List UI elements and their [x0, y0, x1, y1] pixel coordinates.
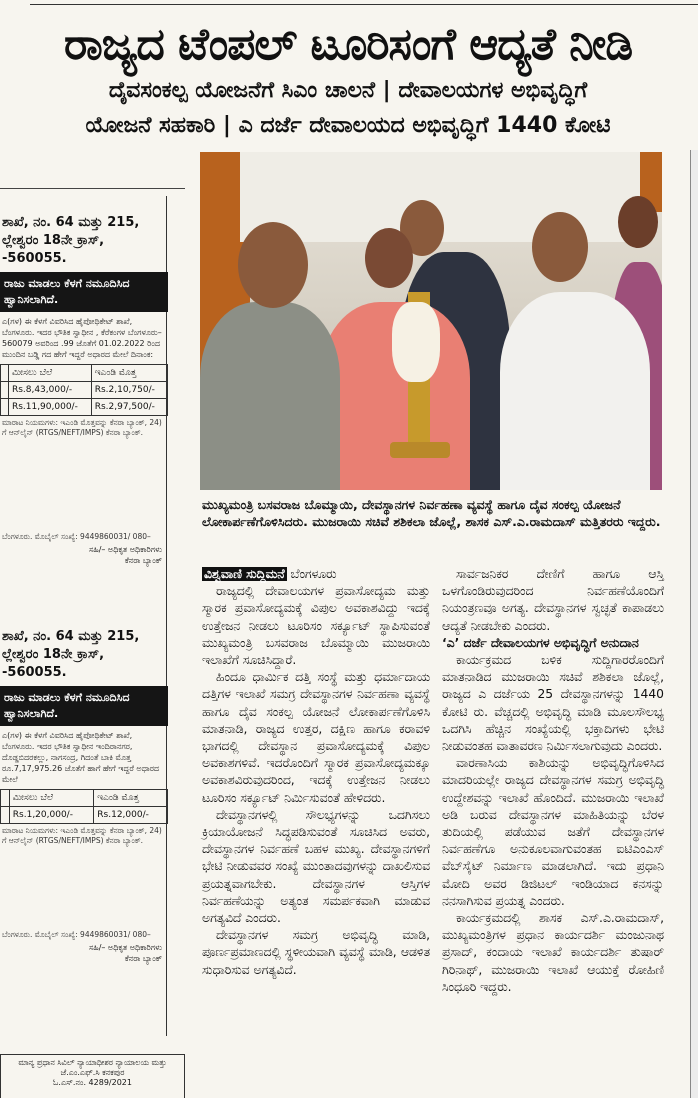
notice-spacer: [0, 440, 168, 530]
address-line: -560055.: [2, 251, 67, 266]
table-cell: [1, 790, 10, 807]
table-row: [1, 399, 168, 416]
banner-line: ಹ್ವಾನಿಸಲಾಗಿದೆ.: [4, 293, 59, 306]
court-line: ಓ.ಎಸ್.ನಂ. 4289/2021: [53, 1078, 132, 1087]
photo-person: [200, 302, 340, 490]
garland-icon: [392, 302, 440, 382]
signature-line: ಸಹಿ/– ಅಧಿಕೃತ ಅಧಿಕಾರಿಗಳು: [88, 943, 162, 952]
table-cell: ಇಎಂಡಿ ಮೊತ್ತ: [91, 365, 167, 382]
article-paragraph: ದೇವಸ್ಥಾನಗಳ ಸಮಗ್ರ ಅಭಿವೃದ್ಧಿ ಮಾಡಿ, ಪೂರ್ಣಪ್ರಮಾಣದಲ್ಲಿ ಸ್ಥಳೀಯವಾಗಿ ವ್ಯವಸ್ಥೆ ಮಾಡಿ, ಆಡಳಿತ ಸುಧಾರಿಸುವ ಅಗತ್ಯವಿದೆ.: [202, 928, 430, 977]
table-cell: ಮೀಸಲು ಬೆಲೆ: [9, 790, 94, 807]
address-line: ಶಾಖೆ, ನಂ. 64 ಮತ್ತು 215,: [2, 629, 140, 644]
photo-person-head: [365, 228, 413, 288]
notice-terms: ಮಾರಾಟ ನಿಯಮಗಳು: ಇಎಂಡಿ ಮೊತ್ತವನ್ನು ಕೆನರಾ ಬ್ಯಾಂಕ್, 24) ಗೆ ಆನ್‌ಲೈನ್ (RTGS/NEFT/IMPS) ಕೆನರಾ ಬ್ಯಾಂಕ್.: [2, 826, 162, 845]
notice-table: [0, 364, 168, 416]
court-line: ಮಾನ್ಯ ಪ್ರಧಾನ ಸಿವಿಲ್ ನ್ಯಾಯಾಧೀಶರ ನ್ಯಾಯಾಲಯ ಮತ್ತು: [18, 1058, 167, 1067]
notice-address: [0, 628, 168, 682]
notice-table: [0, 789, 168, 824]
subheadline-line-1: ದೈವಸಂಕಲ್ಪ ಯೋಜನೆಗೆ ಸಿಎಂ ಚಾಲನೆ | ದೇವಾಲಯಗಳ ಅಭಿವೃದ್ಧಿಗೆ: [108, 78, 588, 103]
table-cell: [1, 382, 9, 399]
banner-line: ರಾಜು ಮಾಡಲು ಕೆಳಗೆ ನಮೂದಿಸಿದ: [4, 691, 130, 704]
section-divider: [0, 188, 185, 189]
photo-person: [500, 292, 650, 490]
address-line: ಲ್ಲೇಶ್ವರಂ 18ನೇ ಕ್ರಾಸ್,: [2, 233, 105, 248]
table-cell: Rs.2,10,750/-: [91, 382, 167, 399]
notice-banner: [0, 686, 168, 726]
left-notices-column: [0, 196, 185, 1098]
article-subhead: ‘ಎ’ ದರ್ಜೆ ದೇವಾಲಯಗಳ ಅಭಿವೃದ್ಧಿಗೆ ಅನುದಾನ: [442, 635, 639, 650]
photo-person-head: [618, 196, 658, 248]
table-cell: [1, 807, 10, 824]
signature-line: ಕೆನರಾ ಬ್ಯಾಂಕ್: [124, 954, 162, 963]
notice-paragraph: ಎ(ಗಳ) ಈ ಕೆಳಗೆ ವಿವರಿಸಿದ ಹೈಪೋಥಿಕೇಟ್ ಶಾಖೆ, ಬೆಂಗಳೂರು. ಇದರ ಭೌತಿಕ ಸ್ವಾಧೀನ , ಕೆರೆಕಂಗಳ ಬೆಂಗಳೂರು–560079 ಅವರಿಂದ .99 ಜೊತೆಗೆ 01.02.2022 ರಿಂದ ಮುಂದಿನ ಬಡ್ಡಿ ಗದ ಹೇಗೆ ಇದ್ದರೆ ಅಧಾರದ ಮೇಲೆ ದಿನಾಂಕ:: [2, 317, 162, 359]
notice-address: [0, 214, 168, 268]
dateline-place: ಬೆಂಗಳೂರು: [290, 567, 337, 581]
table-cell: Rs.12,000/-: [94, 807, 168, 824]
article-paragraph: ಕಾರ್ಯಕ್ರಮದಲ್ಲಿ ಶಾಸಕ ಎಸ್.ಎ.ರಾಮದಾಸ್, ಮುಖ್ಯಮಂತ್ರಿಗಳ ಪ್ರಧಾನ ಕಾರ್ಯದರ್ಶಿ ಮಂಜುನಾಥ ಪ್ರಸಾದ್, ಕಂದಾಯ ಇಲಾಖೆ ಕಾರ್ಯದರ್ಶಿ ತುಷಾರ್ ಗಿರಿನಾಥ್, ಮುಜರಾಯಿ ಇಲಾಖೆ ಆಯುಕ್ತೆ ರೋಹಿಣಿ ಸಿಂಧೂರಿ ಇದ್ದರು.: [442, 911, 664, 994]
photo-person-head: [532, 212, 588, 282]
article-paragraph: ವಾರಣಾಸಿಯ ಕಾಶಿಯನ್ನು ಅಭಿವೃದ್ಧಿಗೊಳಿಸಿದ ಮಾದರಿಯಲ್ಲೇ ರಾಜ್ಯದ ದೇವಸ್ಥಾನಗಳ ಸಮಗ್ರ ಅಭಿವೃದ್ಧಿ ಉದ್ದೇಶವನ್ನು ಇಲಾಖೆ ಹೊಂದಿದೆ. ಮುಜರಾಯಿ ಇಲಾಖೆ ಅಡಿ ಬರುವ ದೇವಸ್ಥಾನಗಳ ಮಾಹಿತಿಯನ್ನು ಬೆರಳ ತುದಿಯಲ್ಲಿ ಪಡೆಯುವ ಜತೆಗೆ ದೇವಸ್ಥಾನಗಳ ನಿರ್ವಹಣೆಗೂ ಅನುಕೂಲವಾಗುವಂತಹ ಐಟಿಎಂಎಸ್ ವೆಬ್‌ಸೈಟ್ ನಿರ್ಮಾಣ ಮಾಡಲಾಗಿದೆ. ಇದು ಪ್ರಧಾನಿ ಮೋದಿ ಅವರ ಡಿಜಿಟಲ್ ಇಂಡಿಯಾದ ಕನಸನ್ನು ನನಸಾಗಿಸುವ ಪ್ರಯತ್ನ ಎಂದರು.: [442, 756, 664, 908]
notice-contact: ಬೆಂಗಳೂರು. ಮೊಬೈಲ್ ಸಂಖ್ಯೆ: 9449860031/ 080–: [2, 532, 151, 541]
banner-line: ರಾಜು ಮಾಡಲು ಕೆಳಗೆ ನಮೂದಿಸಿದ: [4, 277, 130, 290]
article-paragraph: ಹಿಂದೂ ಧಾರ್ಮಿಕ ದತ್ತಿ ಸಂಸ್ಥೆ ಮತ್ತು ಧರ್ಮಾದಾಯ ದತ್ತಿಗಳ ಇಲಾಖೆ ಸಮಗ್ರ ದೇವಸ್ಥಾನಗಳ ನಿರ್ವಹಣಾ ವ್ಯವಸ್ಥೆ ಹಾಗೂ ದೈವ ಸಂಕಲ್ಪ ಯೋಜನೆ ಲೋಕಾರ್ಪಣೆಗೊಳಿಸಿ ಮಾತನಾಡಿ, ರಾಜ್ಯದ ಉತ್ತರ, ದಕ್ಷಿಣ ಹಾಗೂ ಕರಾವಳಿ ಭಾಗದಲ್ಲಿ ದೇವಸ್ಥಾನ ಪ್ರವಾಸೋದ್ಯಮಕ್ಕೆ ವಿಪುಲ ಅವಕಾಶಗಳಿವೆ. ಇದರೊಂದಿಗೆ ಸ್ಮಾರಕ ಪ್ರವಾಸೋದ್ಯಮಕ್ಕೂ ಅವಕಾಶವಿರುವುದರಿಂದ, ಇದಕ್ಕೆ ಉತ್ತೇಜನ ನೀಡಲು ಟೂರಿಸಂ ಸರ್ಕ್ಯೂಟ್ ನಿರ್ಮಿಸುವಂತೆ ಹೇಳಿದರು.: [202, 670, 430, 805]
notice-spacer: [0, 848, 168, 928]
table-cell: Rs.1,20,000/-: [9, 807, 94, 824]
notice-terms: ಮಾರಾಟ ನಿಯಮಗಳು: ಇಎಂಡಿ ಮೊತ್ತವನ್ನು ಕೆನರಾ ಬ್ಯಾಂಕ್, 24) ಗೆ ಆನ್‌ಲೈನ್ (RTGS/NEFT/IMPS) ಕೆನರಾ ಬ್ಯಾಂಕ್.: [2, 418, 162, 437]
table-cell: ಮೀಸಲು ಬೆಲೆ: [8, 365, 91, 382]
notice: [0, 628, 168, 964]
signature-line: ಕೆನರಾ ಬ್ಯಾಂಕ್: [124, 556, 162, 565]
signature-line: ಸಹಿ/– ಅಧಿಕೃತ ಅಧಿಕಾರಿಗಳು: [88, 545, 162, 554]
photo-caption: ಮುಖ್ಯಮಂತ್ರಿ ಬಸವರಾಜ ಬೊಮ್ಮಾಯಿ, ದೇವಸ್ಥಾನಗಳ ನಿರ್ವಹಣಾ ವ್ಯವಸ್ಥೆ ಹಾಗೂ ದೈವ ಸಂಕಲ್ಪ ಯೋಜನೆ ಲೋಕಾರ್ಪಣೆಗೊಳಿಸಿದರು. ಮುಜರಾಯಿ ಸಚಿವೆ ಶಶಿಕಲಾ ಜೊಲ್ಲೆ, ಶಾಸಕ ಎಸ್.ಎ.ರಾಮದಾಸ್ ಮತ್ತಿತರರು ಇದ್ದರು.: [202, 497, 661, 529]
table-row: [1, 807, 168, 824]
adjacent-page-edge: [690, 150, 698, 1098]
notice-contact: ಬೆಂಗಳೂರು. ಮೊಬೈಲ್ ಸಂಖ್ಯೆ: 9449860031/ 080–: [2, 930, 151, 939]
photo-person-head: [238, 222, 308, 308]
address-line: ಶಾಖೆ, ನಂ. 64 ಮತ್ತು 215,: [2, 215, 140, 230]
article-paragraph: ಕಾರ್ಯಕ್ರಮದ ಬಳಿಕ ಸುದ್ದಿಗಾರರೊಂದಿಗೆ ಮಾತನಾಡಿದ ಮುಜರಾಯಿ ಸಚಿವೆ ಶಶಿಕಲಾ ಜೊಲ್ಲೆ, ರಾಜ್ಯದ ಎ ದರ್ಜೆಯ 25 ದೇವಸ್ಥಾನಗಳನ್ನು 1440 ಕೋಟಿ ರು. ವೆಚ್ಚದಲ್ಲಿ ಅಭಿವೃದ್ಧಿ ಮಾಡಿ ಮೂಲಸೌಲಭ್ಯ ಒದಗಿಸಿ ಹೆಚ್ಚಿನ ಸಂಖ್ಯೆಯಲ್ಲಿ ಭಕ್ತಾದಿಗಳು ಭೇಟಿ ನೀಡುವಂತಹ ವಾತಾವರಣ ನಿರ್ಮಿಸಲಾಗುವುದು ಎಂದರು.: [442, 653, 664, 754]
news-photo: [200, 152, 662, 490]
notice-paragraph: ಎ(ಗಳ) ಈ ಕೆಳಗೆ ವಿವರಿಸಿದ ಹೈಪೋಥಿಕೇಟ್ ಶಾಖೆ, ಬೆಂಗಳೂರು. ಇದರ ಭೌತಿಕ ಸ್ವಾಧೀನ ಇಂದಿರಾನಗರ, ದೊಡ್ಡಬಿದರಕಲ್ಲು, ನಾಗಸಂದ್ರ, ಗಿದಂತೆ ಬಾಕಿ ಮೊತ್ತ ರೂ.7,17,975.26 ಜೊತೆಗೆ ಹಾಗೆ ಹೇಗೆ ಇದ್ದರೆ ಅಧಾರದ ಮೇಲೆ: [2, 731, 160, 784]
article-paragraph: ದೇವಸ್ಥಾನಗಳಲ್ಲಿ ಸೌಲಭ್ಯಗಳನ್ನು ಒದಗಿಸಲು ಕ್ರಿಯಾಯೋಜನೆ ಸಿದ್ಧಪಡಿಸುವಂತೆ ಸೂಚಿಸಿದ ಅವರು, ದೇವಸ್ಥಾನಗಳ ನಿರ್ವಹಣೆ ಬಹಳ ಮುಖ್ಯ. ದೇವಸ್ಥಾನಗಳಿಗೆ ಭೇಟಿ ನೀಡುವವರ ಸಂಖ್ಯೆ ಮುಂತಾದವುಗಳನ್ನು ದಾಖಲಿಸುವ ಪ್ರಯತ್ನವಾಗಬೇಕು. ದೇವಸ್ಥಾನಗಳ ಆಸ್ತಿಗಳ ನಿರ್ವಹಣೆಯನ್ನು ಅತ್ಯಂತ ಸಮರ್ಪಕವಾಗಿ ಮಾಡುವ ಅಗತ್ಯವಿದೆ ಎಂದರು.: [202, 807, 430, 926]
article-column-2: [442, 566, 664, 996]
table-row: [1, 790, 168, 807]
table-cell: Rs.11,90,000/-: [8, 399, 91, 416]
notice-signature: [0, 942, 168, 964]
notice: [0, 214, 168, 566]
table-cell: Rs.2,97,500/-: [91, 399, 167, 416]
top-rule: [30, 4, 698, 5]
table-row: [1, 365, 168, 382]
article-paragraph: ರಾಜ್ಯದಲ್ಲಿ ದೇವಾಲಯಗಳ ಪ್ರವಾಸೋದ್ಯಮ ಮತ್ತು ಸ್ಮಾರಕ ಪ್ರವಾಸೋದ್ಯಮಕ್ಕೆ ವಿಪುಲ ಅವಕಾಶವಿದ್ದು ಇದಕ್ಕೆ ಉತ್ತೇಜನ ನೀಡಲು ಟೂರಿಸಂ ಸರ್ಕ್ಯೂಟ್ ಸ್ಥಾಪಿಸುವಂತೆ ಮುಖ್ಯಮಂತ್ರಿ ಬಸವರಾಜ ಬೊಮ್ಮಾಯಿ ಮುಜರಾಯಿ ಇಲಾಖೆಗೆ ಸೂಚಿಸಿದ್ದಾರೆ.: [202, 584, 430, 668]
banner-line: ಹ್ವಾನಿಸಲಾಗಿದೆ.: [4, 707, 59, 720]
subheadline-line-2: ಯೋಜನೆ ಸಹಕಾರಿ | ಎ ದರ್ಜೆ ದೇವಾಲಯದ ಅಭಿವೃದ್ಧಿಗೆ 1440 ಕೋಟಿ: [85, 113, 611, 138]
notice-signature: [0, 544, 168, 566]
lamp-base: [390, 442, 450, 458]
notice-banner: [0, 272, 168, 312]
address-line: ಲ್ಲೇಶ್ವರಂ 18ನೇ ಕ್ರಾಸ್,: [2, 647, 105, 662]
headline: ರಾಜ್ಯದ ಟೆಂಪಲ್ ಟೂರಿಸಂಗೆ ಆದ್ಯತೆ ನೀಡಿ: [63, 19, 633, 70]
table-cell: [1, 399, 9, 416]
table-cell: [1, 365, 9, 382]
address-line: -560055.: [2, 665, 67, 680]
article-paragraph: ಸಾರ್ವಜನಿಕರ ದೇಣಿಗೆ ಹಾಗೂ ಆಸ್ತಿ ಒಳಗೊಂಡಿರುವುದರಿಂದ ನಿರ್ವಹಣೆಯೊಂದಿಗೆ ನಿಯಂತ್ರಣವೂ ಅಗತ್ಯ. ದೇವಸ್ಥಾನಗಳ ಸ್ವಚ್ಛತೆ ಕಾಪಾಡಲು ಆದ್ಯತೆ ನೀಡಬೇಕು ಎಂದರು.: [442, 567, 664, 633]
table-cell: Rs.8,43,000/-: [8, 382, 91, 399]
table-row: [1, 382, 168, 399]
court-line: ಜೆ.ಎಂ.ಎಫ್.ಸಿ ಕನಕಪುರ: [60, 1068, 125, 1077]
dateline: [202, 566, 430, 583]
article-column-1: [202, 566, 430, 979]
table-cell: ಇಎಂಡಿ ಮೊತ್ತ: [94, 790, 168, 807]
court-notice-box: [0, 1054, 185, 1098]
dateline-source: ವಿಶ್ವವಾಣಿ ಸುದ್ದಿಮನೆ: [204, 567, 285, 581]
